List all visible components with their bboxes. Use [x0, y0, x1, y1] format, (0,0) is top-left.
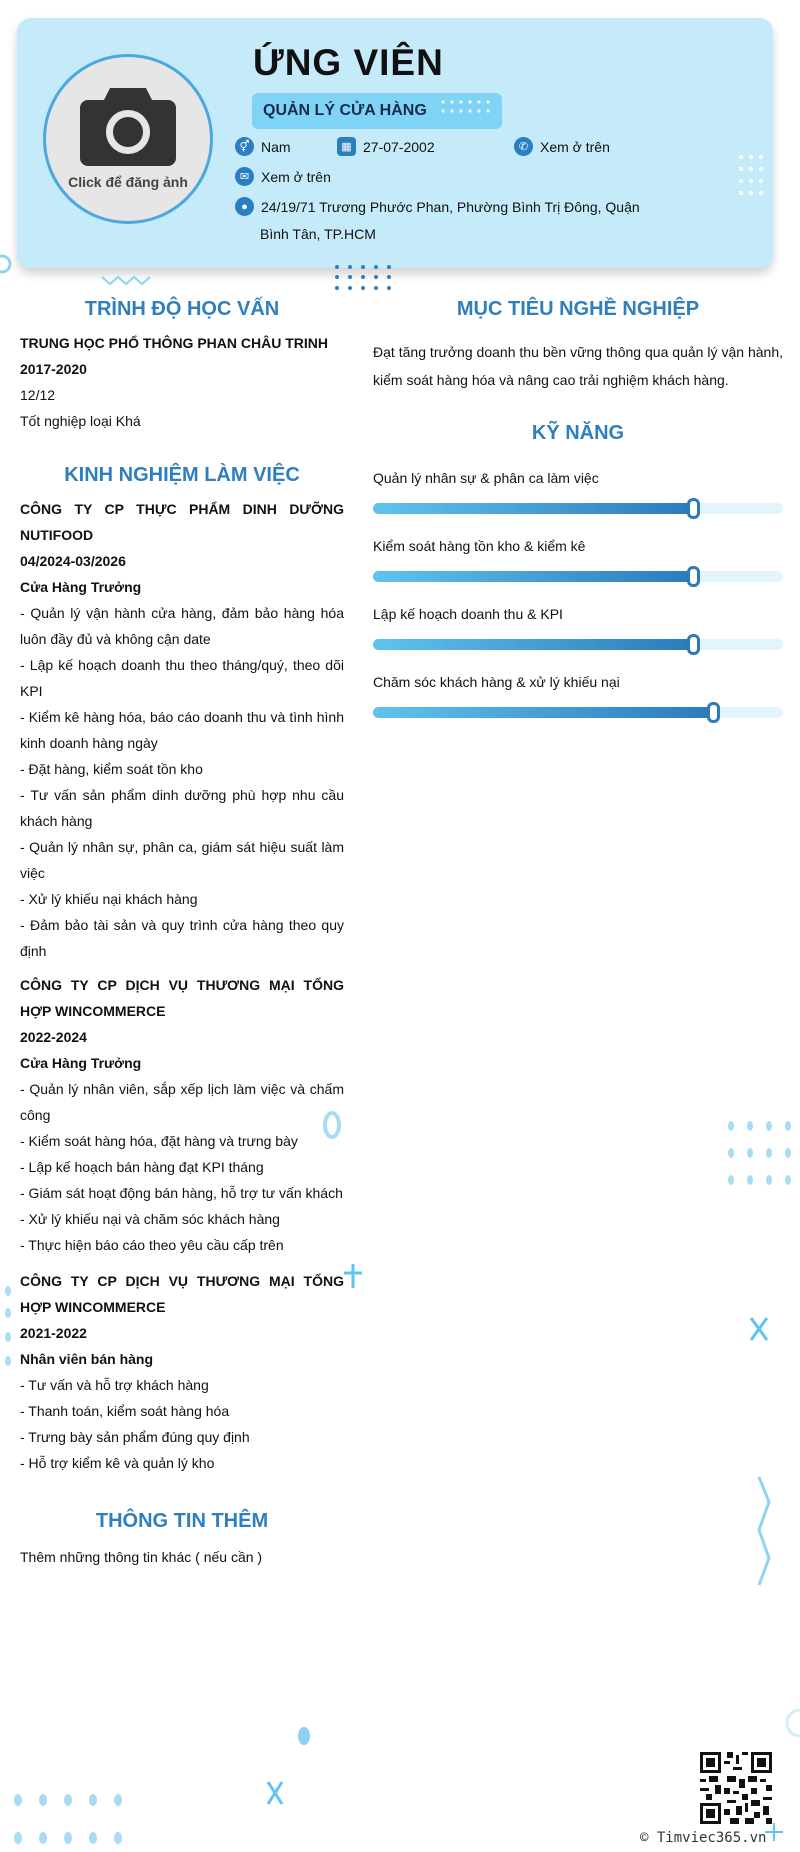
dot-decoration [296, 1725, 312, 1747]
job-duty: - Xử lý khiếu nại khách hàng [20, 891, 198, 907]
dots-decoration [725, 1118, 795, 1190]
dob-value: 27-07-2002 [363, 138, 435, 155]
x-decoration [265, 1779, 285, 1807]
skill-bar[interactable] [373, 503, 783, 514]
dots-decoration [737, 153, 767, 203]
job-duty: - Lập kế hoạch bán hàng đạt KPI tháng [20, 1159, 264, 1175]
skill-bar[interactable] [373, 707, 783, 718]
address-line-1: 24/19/71 Trương Phước Phan, Phường Bình Trị Đông, Quận [261, 198, 640, 215]
skill-bar-fill [373, 707, 713, 718]
skill-label: Quản lý nhân sự & phân ca làm việc [373, 470, 599, 486]
position-title-text: QUẢN LÝ CỬA HÀNG [263, 102, 427, 119]
plus-decoration [764, 1822, 784, 1842]
job-duty: - Xử lý khiếu nại và chăm sóc khách hàng [20, 1211, 280, 1227]
dots-decoration [10, 1790, 136, 1850]
phone-field[interactable] [514, 137, 610, 156]
gender-icon: ⚥ [235, 137, 254, 156]
avatar-caption: Click để đăng ảnh [68, 174, 188, 190]
skill-label: Chăm sóc khách hàng & xử lý khiếu nại [373, 674, 620, 690]
skill-bar-handle[interactable] [687, 634, 700, 655]
candidate-name[interactable]: ỨNG VIÊN [253, 42, 444, 83]
job-duty: - Lập kế hoạch doanh thu theo tháng/quý, theo dõi KPI [20, 657, 344, 699]
additional-text[interactable]: Thêm những thông tin khác ( nếu cần ) [20, 1549, 263, 1565]
job-1[interactable] [20, 496, 344, 964]
job-company: CÔNG TY CP DỊCH VỤ THƯƠNG MẠI TỔNG HỢP WINCOMMERCE [20, 1273, 344, 1315]
job-duty: - Kiểm kê hàng hóa, báo cáo doanh thu và tình hình kinh doanh hàng ngày [20, 709, 344, 751]
school-name: TRUNG HỌC PHỔ THÔNG PHAN CHÂU TRINH [20, 335, 328, 351]
qr-code-icon[interactable] [700, 1752, 772, 1824]
watermark: © Timviec365.vn [640, 1830, 767, 1846]
job-period: 04/2024-03/2026 [20, 553, 126, 569]
avatar-upload[interactable] [43, 54, 213, 224]
dots-decoration [333, 263, 395, 293]
job-role: Cửa Hàng Trưởng [20, 1055, 142, 1071]
zigzag-decoration [755, 1475, 775, 1587]
job-duty: - Tư vấn sản phẩm dinh dưỡng phù hợp nhu cầu khách hàng [20, 787, 344, 829]
skill-bar-fill [373, 639, 693, 650]
dots-decoration [440, 99, 492, 123]
job-company: CÔNG TY CP THỰC PHẨM DINH DƯỠNG NUTIFOOD [20, 501, 344, 543]
skill-bar-handle[interactable] [687, 566, 700, 587]
zigzag-decoration [100, 275, 156, 287]
address-field[interactable] [235, 197, 640, 216]
ring-decoration [320, 1108, 344, 1142]
job-role: Nhân viên bán hàng [20, 1351, 154, 1367]
job-duty: - Thực hiện báo cáo theo yêu cầu cấp trên [20, 1237, 284, 1253]
objective-text[interactable]: Đạt tăng trưởng doanh thu bền vững thông qua quản lý vận hành, kiểm soát hàng hóa và nâng cao trải nghiệm khách hàng. [373, 344, 783, 388]
job-duty: - Giám sát hoạt động bán hàng, hỗ trợ tư vấn khách [20, 1185, 343, 1201]
job-duty: - Quản lý nhân viên, sắp xếp lịch làm việc và chấm công [20, 1081, 344, 1123]
job-duty: - Kiểm soát hàng hóa, đặt hàng và trưng bày [20, 1133, 298, 1149]
x-decoration [748, 1315, 770, 1343]
job-duty: - Hỗ trợ kiểm kê và quản lý kho [20, 1455, 215, 1471]
job-period: 2021-2022 [20, 1325, 87, 1341]
gender-field[interactable] [235, 137, 291, 156]
plus-decoration [343, 1263, 363, 1289]
camera-icon [78, 82, 178, 168]
experience-heading: KINH NGHIỆM LÀM VIỆC [64, 464, 300, 486]
education-result: Tốt nghiệp loại Khá [20, 413, 141, 429]
education-heading: TRÌNH ĐỘ HỌC VẤN [84, 298, 280, 320]
education-grade: 12/12 [20, 387, 56, 403]
job-company: CÔNG TY CP DỊCH VỤ THƯƠNG MẠI TỔNG HỢP WINCOMMERCE [20, 977, 344, 1019]
job-duty: - Tư vấn và hỗ trợ khách hàng [20, 1377, 209, 1393]
job-duty: - Đặt hàng, kiểm soát tồn kho [20, 761, 203, 777]
skill-bar-handle[interactable] [707, 702, 720, 723]
skill-bar-handle[interactable] [687, 498, 700, 519]
dob-field[interactable] [337, 137, 435, 156]
skill-label: Lập kế hoạch doanh thu & KPI [373, 606, 563, 622]
header-card [17, 18, 773, 268]
job-duty: - Đảm bảo tài sản và quy trình cửa hàng theo quy định [20, 917, 344, 959]
position-title[interactable] [252, 93, 502, 129]
education-period: 2017-2020 [20, 361, 87, 377]
job-duty: - Quản lý vận hành cửa hàng, đảm bảo hàng hóa luôn đầy đủ và không cận date [20, 605, 344, 647]
education-section[interactable] [20, 330, 344, 434]
skill-bar-fill [373, 503, 693, 514]
ring-decoration [0, 252, 14, 276]
additional-heading: THÔNG TIN THÊM [95, 1510, 269, 1532]
job-duty: - Quản lý nhân sự, phân ca, giám sát hiệu suất làm việc [20, 839, 344, 881]
email-icon: ✉ [235, 167, 254, 186]
skill-bar[interactable] [373, 571, 783, 582]
job-3[interactable] [20, 1268, 344, 1476]
calendar-icon: ▦ [337, 137, 356, 156]
skill-label: Kiểm soát hàng tồn kho & kiểm kê [373, 538, 586, 554]
job-period: 2022-2024 [20, 1029, 87, 1045]
job-2[interactable] [20, 972, 344, 1258]
phone-icon: ✆ [514, 137, 533, 156]
phone-value: Xem ở trên [540, 138, 610, 155]
job-role: Cửa Hàng Trưởng [20, 579, 142, 595]
skills-heading: KỸ NĂNG [531, 422, 625, 444]
location-icon: ● [235, 197, 254, 216]
skill-bar[interactable] [373, 639, 783, 650]
email-field[interactable] [235, 167, 331, 186]
email-value: Xem ở trên [261, 168, 331, 185]
objective-heading: MỤC TIÊU NGHỀ NGHIỆP [456, 298, 700, 320]
job-duty: - Trưng bày sản phẩm đúng quy định [20, 1429, 250, 1445]
gender-value: Nam [261, 138, 291, 155]
dots-decoration [3, 1285, 13, 1371]
skill-bar-fill [373, 571, 693, 582]
address-line-2: Bình Tân, TP.HCM [260, 226, 376, 242]
job-duty: - Thanh toán, kiểm soát hàng hóa [20, 1403, 230, 1419]
ring-decoration [781, 1703, 800, 1743]
